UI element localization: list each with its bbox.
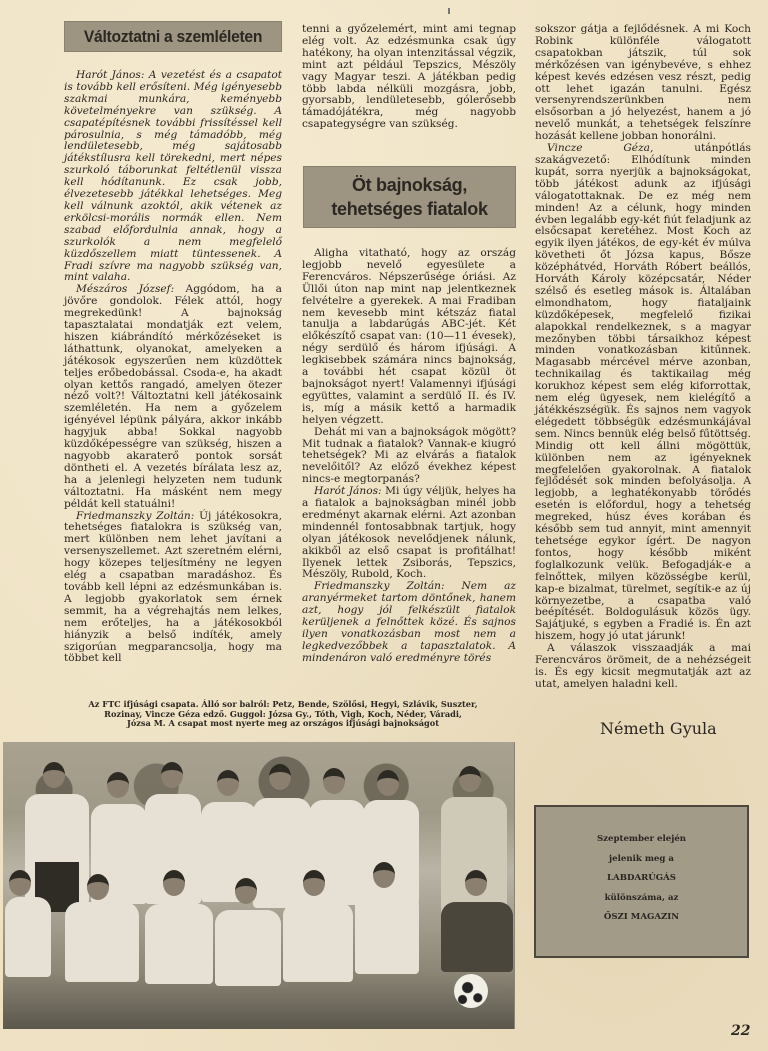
player-head xyxy=(217,770,239,796)
headline-line-1: Öt bajnokság, xyxy=(351,175,468,195)
speaker-name: Harót János: xyxy=(76,69,145,81)
caption-line-3: Józsa M. A csapat most nyerte meg az országos ifjúsági bajnokságot xyxy=(126,718,440,729)
paragraph-text: Mi úgy véljük, helyes ha a fiatalok a bajnokságban minél jobb eredményt akarnak elérni. Azt azonban mindennél fontosabbnak tartjuk, hogy olyan játékosok nevelődjenek nálunk, akikből az első csapat is profitálhat! Ilyenek lettek Zsiborás, Tepszics, Mészöly, Rubold, Koch. xyxy=(302,485,516,581)
fold-mark xyxy=(448,8,450,14)
goalkeeper-crouching xyxy=(441,902,513,972)
article2-column-3 xyxy=(535,24,751,691)
paragraph-friedmanszky xyxy=(302,581,516,664)
player-crouching xyxy=(65,902,139,982)
player-head xyxy=(269,764,291,790)
advert-line-1: Szeptember elején xyxy=(596,834,687,844)
player-crouching xyxy=(215,910,281,986)
player-head xyxy=(43,762,65,788)
coach-head xyxy=(459,766,481,792)
player-head xyxy=(163,870,185,896)
paragraph-conclusion: A válaszok visszaadják a mai Ferencváros örömeit, de a nehézségeit is. És egy kicsit megmutatják azt az utat, amelyen haladni kell. xyxy=(535,642,751,690)
player-head xyxy=(87,874,109,900)
paragraph-text: Aggódom, ha a jövőre gondolok. Félek attól, hogy megrekedünk! A bajnokság tapasztalatai mondatják ezt velem, hiszen kiábrándító mérkőzéseket is láthattunk, olyanokat, amelyeken a játékosok egyszerűen nem küzdöttek teljes erőbedobással. Csoda-e, ha akadt olyan kettős rangadó, amelyen ötezer néző volt?! Változtatni kell játékosaink szemléletén. Ha nem a győzelem igényével lépünk pályára, akkor inkább hagyjuk abba! Sokkal nagyobb küzdőképességre van szükség, hiszen a nagyobb akaraterő pontok sorsát döntheti el. A vezetés bírálata lesz az, ha a jelenlegi helyzeten nem tudunk változtatni. Ha másként nem megy példát kell statuálni! xyxy=(64,283,282,510)
player-standing xyxy=(363,800,419,905)
player-head xyxy=(235,878,257,904)
advert-line-4: különszáma, az xyxy=(604,892,679,903)
player-crouching xyxy=(355,892,419,974)
speaker-name: Friedmanszky Zoltán: xyxy=(314,580,445,593)
paragraph-text: tenni a győzelemért, mint ami tegnap elég volt. Az edzésmunka csak úgy hatékony, ha olyan intenzitással végzik, mint azt például Tepszics, Mészöly vagy Magyar teszi. A játékban pedig több labda nélküli mozgásra, jobb, gyorsabb, lendületesebb, gólerősebb támadójátékra, még nagyobb csapategységre van szükség. xyxy=(302,23,516,131)
football-icon xyxy=(454,974,488,1008)
player-head xyxy=(377,770,399,796)
player-head xyxy=(323,768,345,794)
page-number: 22 xyxy=(731,1023,751,1039)
photo-caption xyxy=(48,700,518,729)
player-head xyxy=(303,870,325,896)
article1-column-2-continuation xyxy=(302,24,516,131)
article1-column-1 xyxy=(64,70,282,665)
paragraph-friedmanszky xyxy=(64,511,282,666)
speaker-name: Mészáros József: xyxy=(76,283,175,296)
advert-box xyxy=(534,805,749,958)
advert-line-3: LABDARÚGÁS xyxy=(607,873,676,883)
advert-line-5: ŐSZI MAGAZIN xyxy=(603,912,680,922)
coach-standing xyxy=(441,797,507,917)
caption-line-1: Az FTC ifjúsági csapata. Álló sor balról: Petz, Bende, Szölősi, Hegyi, Szlávik, Suszter, xyxy=(88,699,478,709)
goalkeeper-head xyxy=(465,870,487,896)
article2-column-2 xyxy=(302,248,516,665)
paragraph-text: Új játékosokra, tehetséges fiatalokra is szükség van, mert különben nem lehet javítani a versenyszellemet. Azt szeretném elérni, hogy közepes teljesítmény ne legyen elég a csapatban maradáshoz. És tovább kell lépni az edzésmunkában is. A legjobb gyakorlatok sem érnek semmit, ha a végrehajtás nem lelkes, nem erőteljes, ha a játékosokból hiányzik a belső indíték, amely szigorúan megparancsolja, hogy ma többet kell xyxy=(64,509,282,665)
player-head xyxy=(373,862,395,888)
player-standing xyxy=(253,798,311,908)
player-crouching xyxy=(145,904,213,984)
speaker-name: Friedmanszky Zoltán: xyxy=(76,509,195,522)
player-head xyxy=(107,772,129,798)
player-head xyxy=(9,870,31,896)
team-photo xyxy=(3,742,515,1029)
headline-ot-bajnoksag xyxy=(303,166,516,228)
advert-line-2: jelenik meg a xyxy=(609,853,674,864)
paragraph-text: sokszor gátja a fejlődésnek. A mi Koch Robink különféle válogatott csapatokban játszik, túl sok mérkőzésen van igénybevéve, s ehhez képest kevés edzésen vesz részt, pedig ott lehet igazán tanulni. Egész versenyrendszerünkben nem elsősorban a jó helyezést, hanem a jó nevelő munkát, a tehetségek felszínre hozását kellene jobban honorálni. xyxy=(535,23,751,143)
player-head xyxy=(161,762,183,788)
paragraph-harot xyxy=(302,486,516,581)
paragraph-harot xyxy=(64,70,282,284)
paragraph-questions: Dehát mi van a bajnokságok mögött? Mit tudnak a fiatalok? Vannak-e kiugró tehetségek? Mi az elvárás a fiatalok nevelőitől? Az előző évekhez képest nincs-e megtorpanás? xyxy=(302,425,516,486)
paragraph-vincze xyxy=(535,143,751,643)
paragraph-text: utánpótlás szakágvezető: Elhódítunk minden kupát, sorra nyerjük a bajnokságokat, több játékost adunk az ifjúsági válogatottaknak. De ez még nem minden! Az a célunk, hogy minden évben legalább egy-két fiút feladjunk az elsőcsapat keretéhez. Most Koch az egyik ilyen játékos, de egy-két év múlva követheti őt Józsa kapus, Bősze középhátvéd, Horváth Róbert beállós, Horváth Károly középcsatár, Néder szélső és esetleg mások is. Általában elmondhatom, hogy fiataljaink küzdőképesek, megfelelő fizikai alapokkal rendelkeznek, s a magyar mezőnyben többi társaikhoz képest minden vonatkozásban kitűnnek. Magasabb mércével mérve azonban, technikailag és taktikailag még korukhoz képest sem elég kiforrottak, nem elég ügyesek, nem kielégítő a játékkészségük. És sajnos nem vagyok elégedett többségük edzésmunkájával sem. Nincs bennük elég belső fűtöttség. Mindig ott kell állni mögöttük, különben nem az igényeknek megfelelően gyakorolnak. A fiatalok fejlődését sok minden befolyásolja. A legjobb, a leghatékonyabb törődés esetén is előfordul, hogy a tehetség megreked, húsz éves korában és később sem tud annyit, mint amennyit tehetsége egykor ígért. De nagyon fontos, hogy később miként foglalkozunk velük. Befogadják-e a felnőttek, milyen közösségbe kerül, kap-e bizalmat, türelmet, segítik-e az új környezetbe, a csapatba való beépítését. Boldogulásuk közös ügy. Sajátjuké, s egyben a Fradié is. Én azt hiszem, hogy jó utat járunk! xyxy=(535,142,751,643)
paragraph-intro: Aligha vitatható, hogy az ország legjobb nevelő egyesülete a Ferencváros. Népszerűsége óriási. Az Üllői úton nap mint nap jelentkeznek felvételre a gyerekek. A mai Fradiban nem kevesebb mint kétszáz fiatal tanulja a labdarúgás ABC-jét. Két előkészítő csapat van: (10—11 évesek), négy serdülő és három ifjúsági. A legkisebbek számára nincs bajnokság, a további hét csapat közül öt bajnokságot nyert! Valamennyi ifjúsági együttes, valamint a serdülő II. és IV. is, míg a másik kettő a harmadik helyen végzett. xyxy=(302,247,516,426)
headline-valtoztatni: Változtatni a szemléleten xyxy=(64,21,282,52)
author-signature: Németh Gyula xyxy=(600,719,717,738)
player-crouching xyxy=(5,897,51,977)
speaker-name: Vincze Géza, xyxy=(547,142,654,155)
paragraph-meszaros xyxy=(64,284,282,510)
paragraph-text: Nem az aranyérmeket tartom döntőnek, hanem azt, hogy jól felkészült fiatalok kerüljenek a felnőttek közé. És sajnos ilyen vonatkozásban most nem a legkedvezőbbek a tapasztalatok. A mindenáron való eredményre törés xyxy=(302,580,517,664)
paragraph-text: A vezetést és a csapatot is tovább kell erősíteni. Még igényesebb szakmai munkára, keményebb követelményekre van szükség. A csapatépítésnek további frissítéssel kell párosulnia, s még támadóbb, még lendületesebb, még sajátosabb játékstílusra kell törekedni, mert népes szurkoló táborunkat feltétlenül vissza kell hódítanunk. Ez csak jobb, élvezetesebb játékkal lehetséges. Meg kell válnunk azoktól, akik vétenek az erkölcsi-morális normák ellen. Nem szabad előfordulnia annak, hogy a szurkolók a nem megfelelő küzdőszellem miatt tüntessenek. A Fradi szívre ma nagyobb szükség van, mint valaha. xyxy=(64,69,282,284)
caption-line-2: Rozinay, Vincze Géza edző. Guggol: Józsa Gy., Tóth, Vigh, Koch, Néder, Váradi, xyxy=(104,708,462,719)
headline-line-2: tehetséges fiatalok xyxy=(331,199,488,219)
player-crouching xyxy=(283,902,353,982)
speaker-name: Harót János: xyxy=(314,485,382,498)
